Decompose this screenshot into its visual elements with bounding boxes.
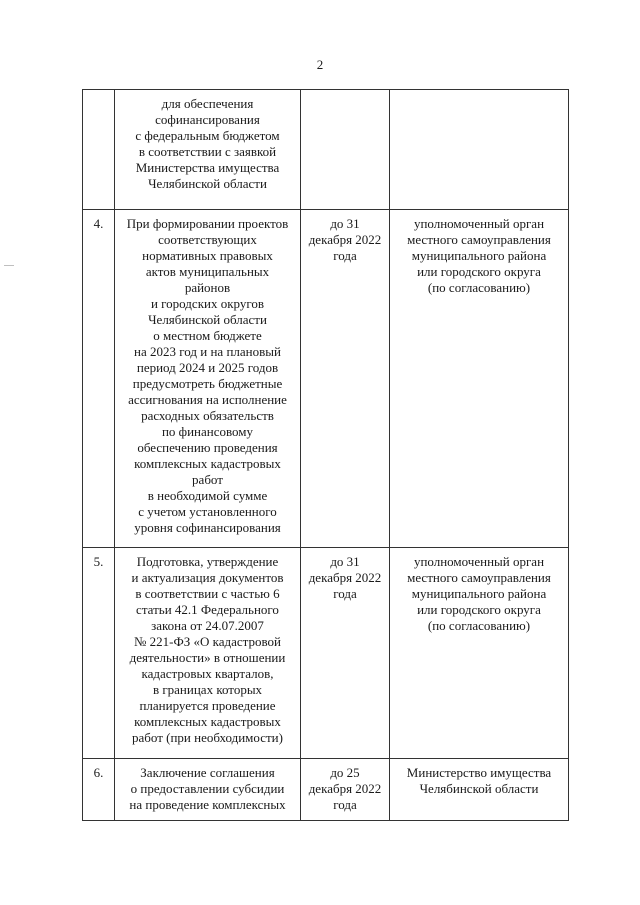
description-line: Челябинской области	[148, 312, 267, 327]
deadline-cell	[301, 759, 390, 821]
responsible-party-cell	[390, 210, 569, 548]
description-line: уровня софинансирования	[134, 520, 281, 535]
table-row	[83, 759, 569, 821]
measure-description-cell-content	[115, 548, 300, 750]
description-line: в необходимой сумме	[147, 488, 268, 503]
deadline-cell-content	[301, 210, 389, 268]
row-number-cell	[83, 90, 115, 210]
responsible-line: муниципального района	[411, 586, 547, 601]
description-line: актов муниципальных	[145, 264, 270, 279]
responsible-party-cell-content	[390, 210, 568, 300]
responsible-line: или городского округа	[417, 264, 541, 279]
description-line: софинансирования	[155, 112, 260, 127]
deadline-line: года	[333, 248, 357, 263]
row-number-cell	[83, 210, 115, 548]
description-line: соответствующих	[158, 232, 257, 247]
description-line: в соответствии с заявкой	[138, 144, 277, 159]
description-line: на 2023 год и на плановый	[134, 344, 281, 359]
description-line: № 221-ФЗ «О кадастровой	[133, 634, 282, 649]
description-line: о местном бюджете	[153, 328, 262, 343]
description-line: по финансовому	[161, 424, 254, 439]
row-number-cell	[83, 548, 115, 759]
responsible-line: или городского округа	[417, 602, 541, 617]
measure-description-cell-content	[115, 759, 300, 817]
row-number-cell-content	[83, 759, 114, 785]
measure-description-cell	[115, 548, 301, 759]
row-number-cell-content	[83, 548, 114, 574]
description-line: в границах которых	[152, 682, 263, 697]
deadline-line: декабря 2022	[308, 232, 382, 247]
deadline-cell-content	[301, 548, 389, 606]
responsible-line: (по согласованию)	[427, 618, 531, 633]
deadline-line: года	[333, 797, 357, 812]
page-number: 2	[316, 57, 324, 72]
description-line: Министерства имущества	[135, 160, 280, 175]
responsible-line: уполномоченный орган	[413, 216, 545, 231]
description-line: работ (при необходимости)	[132, 730, 283, 745]
responsible-party-cell	[390, 759, 569, 821]
deadline-line: года	[333, 586, 357, 601]
responsible-line: местного самоуправления	[407, 232, 551, 247]
responsible-line: Министерство имущества	[406, 765, 552, 780]
description-line: и актуализация документов	[131, 570, 284, 585]
description-line: статьи 42.1 Федерального	[136, 602, 279, 617]
row-number: 6.	[93, 765, 104, 780]
measure-description-cell-content	[115, 210, 300, 540]
responsible-line: Челябинской области	[419, 781, 539, 796]
measure-description-cell	[115, 90, 301, 210]
description-line: закона от 24.07.2007	[151, 618, 264, 633]
description-line: нормативных правовых	[142, 248, 273, 263]
description-line: в соответствии с частью 6	[135, 586, 280, 601]
deadline-line: до 25	[330, 765, 360, 780]
description-line: для обеспечения	[161, 96, 254, 111]
table-body	[83, 90, 569, 821]
deadline-cell	[301, 548, 390, 759]
table-row	[83, 90, 569, 210]
measure-description-cell	[115, 759, 301, 821]
row-number-cell	[83, 759, 115, 821]
description-line: о предоставлении субсидии	[130, 781, 285, 796]
description-line: Челябинской области	[148, 176, 267, 191]
description-line: комплексных кадастровых	[134, 714, 281, 729]
row-number: 4.	[93, 216, 104, 231]
measure-description-cell-content	[115, 90, 300, 196]
description-line: Заключение соглашения	[140, 765, 275, 780]
measure-description-cell	[115, 210, 301, 548]
responsible-party-cell-content	[390, 548, 568, 638]
description-line: планируется проведение	[139, 698, 276, 713]
description-line: и городских округов	[150, 296, 265, 311]
description-line: районов	[184, 280, 231, 295]
deadline-line: декабря 2022	[308, 570, 382, 585]
description-line: расходных обязательств	[141, 408, 274, 423]
table-row	[83, 210, 569, 548]
description-line: период 2024 и 2025 годов	[136, 360, 279, 375]
table-row	[83, 548, 569, 759]
description-line: с учетом установленного	[138, 504, 277, 519]
description-line: с федеральным бюджетом	[135, 128, 280, 143]
responsible-line: муниципального района	[411, 248, 547, 263]
deadline-cell-content	[301, 90, 389, 100]
responsible-line: уполномоченный орган	[413, 554, 545, 569]
measures-table	[82, 89, 569, 821]
description-line: кадастровых кварталов,	[141, 666, 274, 681]
responsible-line: местного самоуправления	[407, 570, 551, 585]
description-line: деятельности» в отношении	[129, 650, 286, 665]
description-line: комплексных кадастровых	[134, 456, 281, 471]
description-line: на проведение комплексных	[129, 797, 286, 812]
row-number: 5.	[93, 554, 104, 569]
deadline-line: до 31	[330, 216, 360, 231]
margin-mark	[4, 265, 14, 266]
responsible-party-cell-content	[390, 90, 568, 100]
description-line: Подготовка, утверждение	[136, 554, 279, 569]
deadline-line: декабря 2022	[308, 781, 382, 796]
deadline-cell	[301, 210, 390, 548]
responsible-party-cell	[390, 90, 569, 210]
description-line: предусмотреть бюджетные	[132, 376, 283, 391]
responsible-line: (по согласованию)	[427, 280, 531, 295]
responsible-party-cell-content	[390, 759, 568, 801]
description-line: работ	[192, 472, 223, 487]
deadline-cell	[301, 90, 390, 210]
responsible-party-cell	[390, 548, 569, 759]
row-number-cell-content	[83, 90, 114, 100]
description-line: При формировании проектов	[126, 216, 289, 231]
description-line: обеспечению проведения	[137, 440, 278, 455]
deadline-cell-content	[301, 759, 389, 817]
description-line: ассигнования на исполнение	[128, 392, 287, 407]
deadline-line: до 31	[330, 554, 360, 569]
row-number-cell-content	[83, 210, 114, 236]
